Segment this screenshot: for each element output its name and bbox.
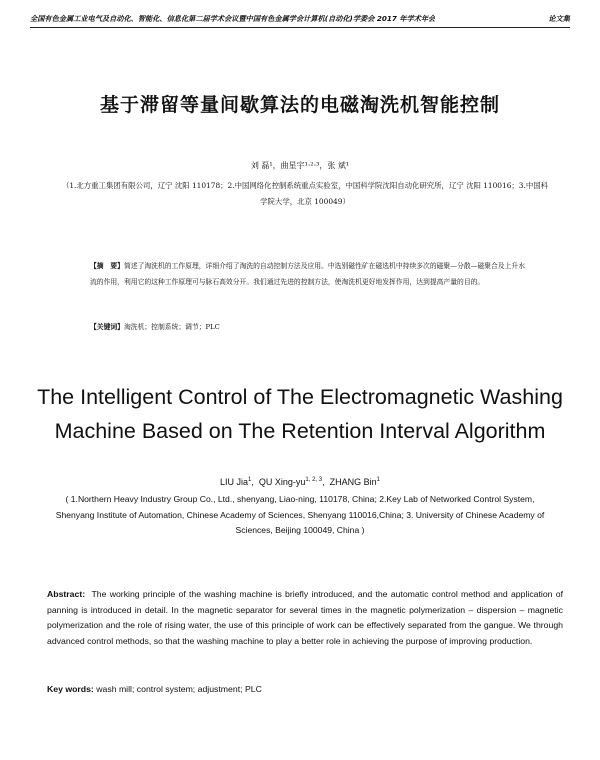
english-abstract-label: Abstract: xyxy=(47,589,86,599)
chinese-abstract-text: 简述了淘洗机的工作原理，详细介绍了淘洗的自动控制方法及应用。中选别磁性矿在磁选机中持续多次的磁聚—分散—磁聚合及上升水流的作用，利用它的这种工作原理可与脉石高效分开。我们通过先进的控制方法，使淘洗机更好地发挥作用，达到提高产量的目的。 xyxy=(90,262,525,286)
english-abstract xyxy=(47,587,563,649)
english-title-line-2: Machine Based on The Retention Interval Algorithm xyxy=(54,419,546,443)
chinese-abstract-label: 【摘 要】 xyxy=(90,262,124,270)
chinese-keywords-text: 淘洗机；控制系统；调节；PLC xyxy=(123,323,220,331)
english-affiliations: ( 1.Northern Heavy Industry Group Co., Ltd., shenyang, Liao-ning, 110178, China; 2.Key Lab of Networked Control System, Shenyang Institute of Automation, Chinese Academy of Sciences, Shenyang 110016,China; 3. University of Chinese Academy of Sciences, Beijing 100049, China ) xyxy=(55,494,545,535)
english-keywords xyxy=(47,684,563,694)
author-affiliation-mark: 1 xyxy=(376,477,380,483)
english-title xyxy=(0,380,600,448)
author-affiliation-mark: 1 xyxy=(248,477,252,483)
author-name: QU Xing-yu xyxy=(258,477,306,487)
english-abstract-text: The working principle of the washing machine is briefly introduced, and the automatic control method and application of panning is introduced in detail. In the magnetic separator for several times in the magnetic polymerization – dispersion – magnetic polymerization and the role of rising water, the use of this principle of work can be effectively separated from the gangue. We through advanced control methods, so that the washing machine to play a better role in achieving the purpose of improving production. xyxy=(47,589,563,646)
chinese-abstract xyxy=(90,258,530,290)
author-name: ZHANG Bin xyxy=(329,477,377,487)
conference-name: 全国有色金属工业电气及自动化、智能化、信息化第二届学术会议暨中国有色金属学会计算机(自动化)学委会 2017 年学术年会 xyxy=(30,14,436,23)
chinese-affiliations: （1.北方重工集团有限公司，辽宁 沈阳 110178；2.中国网络化控制系统重点实验室，中国科学院沈阳自动化研究所，辽宁 沈阳 110016；3.中国科学院大学，北京 100049） xyxy=(61,181,549,206)
chinese-keywords xyxy=(90,321,530,331)
chinese-title: 基于滞留等量间歇算法的电磁淘洗机智能控制 xyxy=(99,94,500,116)
author-affiliation-mark: 1, 2, 3 xyxy=(305,477,323,483)
running-header xyxy=(30,14,570,28)
english-title-line-1: The Intelligent Control of The Electromagnetic Washing xyxy=(37,385,563,409)
english-keywords-text: wash mill; control system; adjustment; PLC xyxy=(96,684,262,694)
section-label: 论文集 xyxy=(548,14,570,23)
chinese-keywords-label: 【关键词】 xyxy=(90,323,124,331)
english-keywords-label: Key words: xyxy=(47,684,94,694)
author-name: LIU Jia xyxy=(220,477,249,487)
english-authors: LIU Jia$^1$, QU Xing-yu$^{1, 2, 3}$, ZHANG Bin$^1$ xyxy=(220,477,380,487)
chinese-authors: 刘 磊¹，曲星宇¹·²·³，张 斌¹ xyxy=(250,161,350,170)
